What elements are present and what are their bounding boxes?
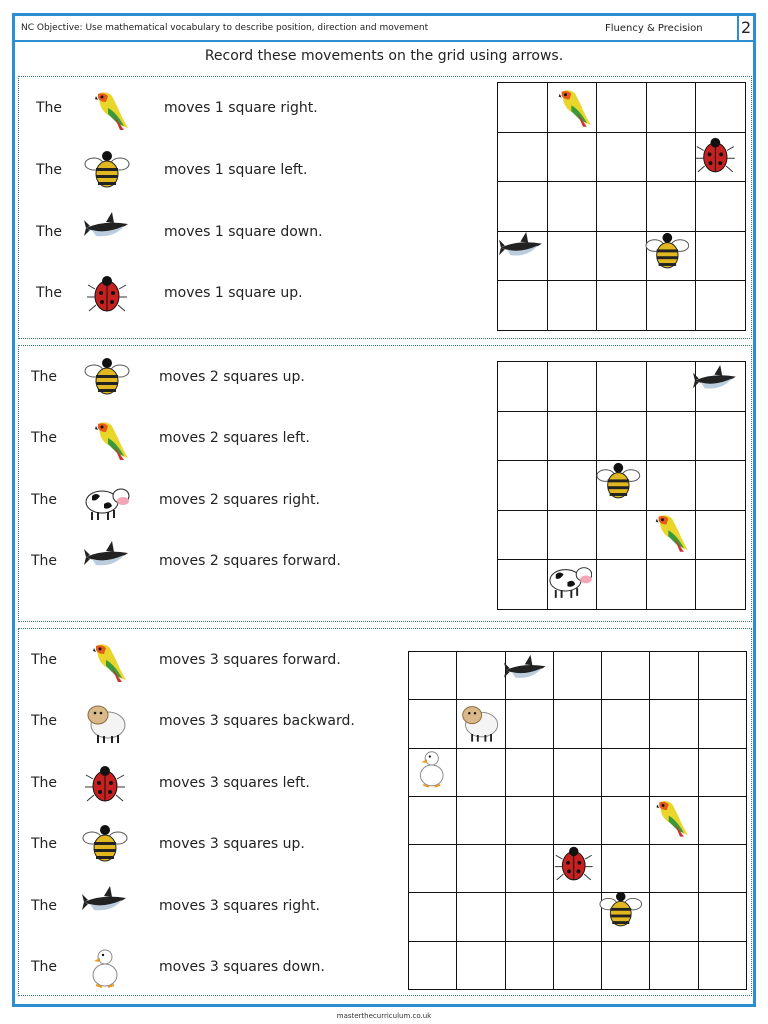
bee-icon [599,889,643,933]
duck-icon [82,945,128,991]
grid-cell[interactable] [457,652,505,700]
grid-cell[interactable] [457,845,505,893]
shark-icon [693,363,738,408]
bee-icon [645,230,690,275]
grid-cell[interactable] [498,362,548,412]
movement-instruction: moves 2 squares right. [159,492,320,508]
shark-icon [84,210,130,256]
grid-cell[interactable] [505,845,553,893]
grid-cell[interactable] [505,796,553,844]
the-label: The [31,553,58,569]
grid-cell[interactable] [553,941,601,989]
movement-instruction: moves 1 square left. [164,162,308,178]
grid-cell[interactable] [597,362,647,412]
the-label: The [31,713,58,729]
the-label: The [36,224,63,240]
grid-cell[interactable] [409,652,457,700]
ladybird-icon [84,271,130,317]
grid-cell[interactable] [696,83,746,133]
grid-cell[interactable] [698,700,746,748]
bee-icon [84,148,130,194]
grid-cell[interactable] [597,411,647,461]
grid-cell[interactable] [553,893,601,941]
sheep-icon [82,699,128,745]
grid-cell[interactable] [696,281,746,331]
the-label: The [36,285,63,301]
grid-cell[interactable] [498,461,548,511]
grid-cell[interactable] [553,796,601,844]
grid-cell[interactable] [547,132,597,182]
grid-cell[interactable] [696,182,746,232]
grid-cell[interactable] [602,748,650,796]
the-label: The [31,959,58,975]
instruction-text: Record these movements on the grid using arrows. [204,48,564,64]
the-label: The [36,100,63,116]
bee-icon [84,355,130,401]
parrot-icon [646,795,690,839]
parrot-icon [84,416,130,462]
cow-icon [548,557,593,602]
movement-instruction: moves 3 squares up. [159,836,305,852]
grid-cell[interactable] [597,231,647,281]
movement-instruction: moves 1 square right. [164,100,318,116]
grid-cell[interactable] [498,132,548,182]
movement-instruction: moves 2 squares forward. [159,553,341,569]
ladybird-icon [82,761,128,807]
grid-cell[interactable] [698,941,746,989]
grid-cell[interactable] [698,796,746,844]
grid-cell[interactable] [646,560,696,610]
grid-cell[interactable] [698,748,746,796]
grid-cell[interactable] [646,461,696,511]
grid-cell[interactable] [553,700,601,748]
grid-cell[interactable] [457,796,505,844]
the-label: The [31,369,58,385]
grid-cell[interactable] [409,700,457,748]
parrot-icon [645,509,690,554]
cow-icon [84,478,130,524]
grid-cell[interactable] [602,652,650,700]
grid-cell[interactable] [547,231,597,281]
bee-icon [596,460,641,505]
movement-instruction: moves 3 squares forward. [159,652,341,668]
grid-cell[interactable] [650,652,698,700]
movement-instruction: moves 3 squares left. [159,775,310,791]
grid-cell[interactable] [646,132,696,182]
shark-icon [84,539,130,585]
parrot-icon [84,86,130,132]
grid-cell[interactable] [547,461,597,511]
grid-cell[interactable] [650,845,698,893]
grid-cell[interactable] [547,362,597,412]
grid-cell[interactable] [597,83,647,133]
grid-cell[interactable] [505,893,553,941]
grid-cell[interactable] [498,281,548,331]
grid-cell[interactable] [498,83,548,133]
parrot-icon [82,638,128,684]
grid-cell[interactable] [650,748,698,796]
grid-cell[interactable] [409,796,457,844]
movement-instruction: moves 2 squares left. [159,430,310,446]
grid-cell[interactable] [505,748,553,796]
the-label: The [31,652,58,668]
category-label: Fluency & Precision [605,23,703,34]
grid-cell[interactable] [602,796,650,844]
sheep-icon [457,700,501,744]
grid-cell[interactable] [505,700,553,748]
grid-cell[interactable] [409,893,457,941]
grid-cell[interactable] [547,510,597,560]
the-label: The [31,492,58,508]
grid-cell[interactable] [409,941,457,989]
movement-instruction: moves 3 squares down. [159,959,325,975]
grid-cell[interactable] [457,748,505,796]
grid-cell[interactable] [547,411,597,461]
movement-instruction: moves 1 square up. [164,285,303,301]
the-label: The [31,430,58,446]
grid-cell[interactable] [698,893,746,941]
grid-cell[interactable] [553,652,601,700]
grid-cell[interactable] [646,182,696,232]
header-bar [15,16,753,42]
grid-cell[interactable] [498,560,548,610]
grid-cell[interactable] [696,231,746,281]
ladybird-icon [693,133,738,178]
movement-instruction: moves 2 squares up. [159,369,305,385]
grid-cell[interactable] [547,281,597,331]
grid-cell[interactable] [650,893,698,941]
grid-cell[interactable] [457,893,505,941]
ladybird-icon [552,842,596,886]
grid-cell[interactable] [553,748,601,796]
shark-icon [499,230,544,275]
grid-cell[interactable] [698,845,746,893]
objective-text: NC Objective: Use mathematical vocabulary to describe position, direction and movement [21,23,429,33]
grid-cell[interactable] [646,411,696,461]
grid-cell[interactable] [602,941,650,989]
grid-cell[interactable] [696,560,746,610]
grid-cell[interactable] [498,411,548,461]
grid-cell[interactable] [698,652,746,700]
grid-cell[interactable] [409,845,457,893]
grid-cell[interactable] [696,411,746,461]
the-label: The [36,162,63,178]
duck-icon [410,747,454,791]
page-number: 2 [741,18,752,37]
grid-cell[interactable] [646,83,696,133]
parrot-icon [548,84,593,129]
grid-cell[interactable] [597,510,647,560]
grid-cell[interactable] [646,281,696,331]
the-label: The [31,775,58,791]
grid-cell[interactable] [650,941,698,989]
grid-cell[interactable] [505,941,553,989]
grid-cell[interactable] [597,281,647,331]
grid-cell[interactable] [597,182,647,232]
grid-cell[interactable] [597,560,647,610]
movement-instruction: moves 3 squares right. [159,898,320,914]
grid-cell[interactable] [696,461,746,511]
grid-cell[interactable] [498,510,548,560]
grid-cell[interactable] [498,182,548,232]
grid-cell[interactable] [696,510,746,560]
movement-instruction: moves 3 squares backward. [159,713,355,729]
the-label: The [31,836,58,852]
grid-cell[interactable] [597,132,647,182]
grid-cell[interactable] [457,941,505,989]
shark-icon [82,884,128,930]
grid-cell[interactable] [646,362,696,412]
grid-cell[interactable] [547,182,597,232]
footer-url: masterthecurriculum.co.uk [336,1012,432,1020]
header-divider [737,16,739,40]
grid-cell[interactable] [602,845,650,893]
movement-grid-1 [497,82,746,331]
movement-instruction: moves 1 square down. [164,224,323,240]
bee-icon [82,822,128,868]
the-label: The [31,898,58,914]
shark-icon [504,653,548,697]
grid-cell[interactable] [602,700,650,748]
grid-cell[interactable] [650,700,698,748]
